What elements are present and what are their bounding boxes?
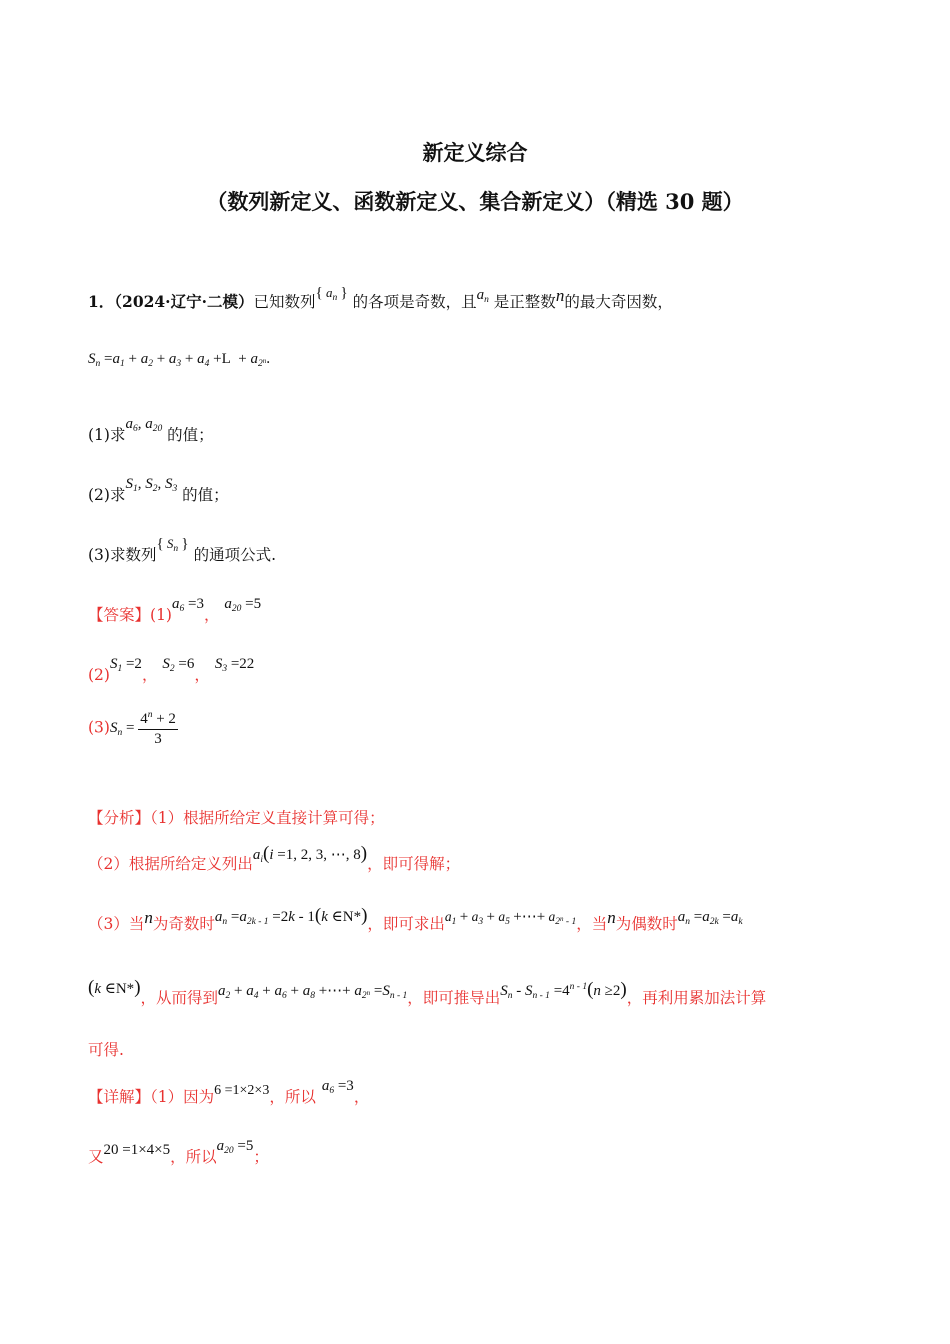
problem-text-2: 的各项是奇数，且 xyxy=(352,293,477,311)
page-subtitle: （数列新定义、函数新定义、集合新定义）（精选 30 题） xyxy=(206,189,744,214)
answer-1-prefix: (1) xyxy=(150,606,172,624)
analysis-text-4c: ，再利用累加法计算 xyxy=(626,989,767,1007)
detail-text-1a: （1）因为 xyxy=(150,1088,215,1106)
problem-text-4: 的最大奇因数， xyxy=(564,293,673,311)
q2-prefix: (2)求 xyxy=(88,486,126,504)
math-n-2: n xyxy=(607,908,616,927)
analysis-line-2 xyxy=(88,843,461,875)
analysis-text-4a: ，从而得到 xyxy=(140,989,219,1007)
math-recurrence: $S_n - S_{n - 1} =4^{n - 1}(n \ge 2)$ xyxy=(500,979,627,1001)
math-a20-eq-2: $a_{20} =5$ xyxy=(216,1138,254,1156)
analysis-text-2: （2）根据所给定义列出 xyxy=(88,855,253,873)
problem-text-3: 是正整数 xyxy=(493,293,556,311)
answer-2 xyxy=(88,656,255,686)
math-an-even: $a_n =a_{2k} =a_k$ xyxy=(677,909,743,927)
question-3 xyxy=(88,536,276,566)
math-6-factor: 6 =1×2×3 xyxy=(214,1083,270,1098)
problem-source: （2024·辽宁·二模） xyxy=(114,292,254,311)
detail-text-2a: 又 xyxy=(88,1148,104,1166)
detail-text-2b: ，所以 xyxy=(170,1148,217,1166)
math-a20-eq: $a_{20} =5$ xyxy=(224,596,262,614)
page-title: 新定义综合 xyxy=(422,140,528,165)
comma: ， xyxy=(194,666,210,684)
analysis-text-3a: （3）当 xyxy=(88,915,145,933)
q3-suffix: 的通项公式. xyxy=(193,546,276,564)
analysis-line-5: 可得. xyxy=(88,1041,124,1059)
detail-text-1c: ， xyxy=(353,1088,370,1106)
math-s3-eq: $S_3 =22$ xyxy=(214,656,255,674)
analysis-text-3d: ，当 xyxy=(576,915,608,933)
answer-2-prefix: (2) xyxy=(88,666,110,684)
detail-text-1b: ，所以 xyxy=(269,1088,316,1106)
problem-statement xyxy=(88,285,673,313)
math-seq-an: { an } xyxy=(315,285,348,303)
q1-suffix: 的值； xyxy=(167,426,214,444)
math-20-factor: 20 =1×4×5 xyxy=(103,1142,171,1158)
analysis-text-2b: ，即可得解； xyxy=(367,855,461,873)
analysis-text-3e: 为偶数时 xyxy=(615,915,678,933)
math-odd-sum: $a_1 + a_3 + a_5$ +⋯+ $a_{2^n - 1}$ xyxy=(444,909,577,927)
question-1 xyxy=(88,416,214,446)
detail-line-1 xyxy=(88,1078,370,1108)
analysis-text-3b: 为奇数时 xyxy=(152,915,215,933)
q2-suffix: 的值； xyxy=(182,486,229,504)
math-even-sum: $a_2 + a_4 + a_6 + a_8$ +⋯+ $a_{2^n} =S_{n - 1}$ xyxy=(218,983,408,1001)
q3-prefix: (3)求数列 xyxy=(88,546,157,564)
analysis-label: 【分析】 xyxy=(88,809,151,827)
math-ai-list: $a_i(i =1$, 2, 3, ⋯, 8) xyxy=(252,843,368,865)
math-an: $a_n$ xyxy=(476,287,489,305)
math-a6-eq: $a_6 =3$ xyxy=(171,596,204,614)
analysis-text-4b: ，即可推导出 xyxy=(407,989,501,1007)
math-s1-eq: $S_1 =2$ xyxy=(109,656,142,674)
detail-label: 【详解】 xyxy=(88,1088,151,1106)
math-n: n xyxy=(144,908,153,927)
math-an-odd: $a_n =a_{2k - 1} =2k - 1(k$ ∈N*) xyxy=(214,905,368,927)
comma: ， xyxy=(203,606,220,624)
math-n: n xyxy=(555,286,565,305)
question-2 xyxy=(88,476,229,506)
analysis-line-4 xyxy=(88,977,767,1009)
answer-label: 【答案】 xyxy=(88,606,151,624)
math-s1-s2-s3: $S_1$, $S_2$, $S_3$ xyxy=(125,476,178,494)
analysis-line-3 xyxy=(88,905,743,935)
period: . xyxy=(266,350,271,367)
answer-3-prefix: (3) xyxy=(88,718,110,737)
detail-text-2c: ； xyxy=(253,1148,269,1166)
analysis-line-1 xyxy=(88,806,385,828)
math-sn-definition: $S_n =a_1 + a_2 + a_3 + a_4 +L + a_{2^n}$. xyxy=(88,350,271,369)
q1-prefix: (1)求 xyxy=(88,426,126,444)
detail-line-2 xyxy=(88,1138,269,1168)
analysis-text-1: （1）根据所给定义直接计算可得； xyxy=(150,809,385,827)
analysis-text-3c: ，即可求出 xyxy=(367,915,445,933)
comma: ， xyxy=(141,666,158,684)
answer-3 xyxy=(88,710,178,748)
math-sn-formula: $S_n$ = $\frac{4^n + 2}{3}$ xyxy=(109,710,176,747)
problem-text-1: 已知数列 xyxy=(253,293,316,311)
math-seq-sn: { Sn } xyxy=(156,536,189,554)
answer-1 xyxy=(88,596,262,626)
math-s2-eq: $S_2 =6$ xyxy=(162,656,195,674)
math-k-in-n: (k ∈N*) xyxy=(88,977,141,998)
math-a6-eq-2: $a_6 =3$ xyxy=(321,1078,354,1096)
problem-number: 1． xyxy=(88,292,115,311)
math-a6-a20: $a_6$, $a_{20}$ xyxy=(125,416,163,434)
